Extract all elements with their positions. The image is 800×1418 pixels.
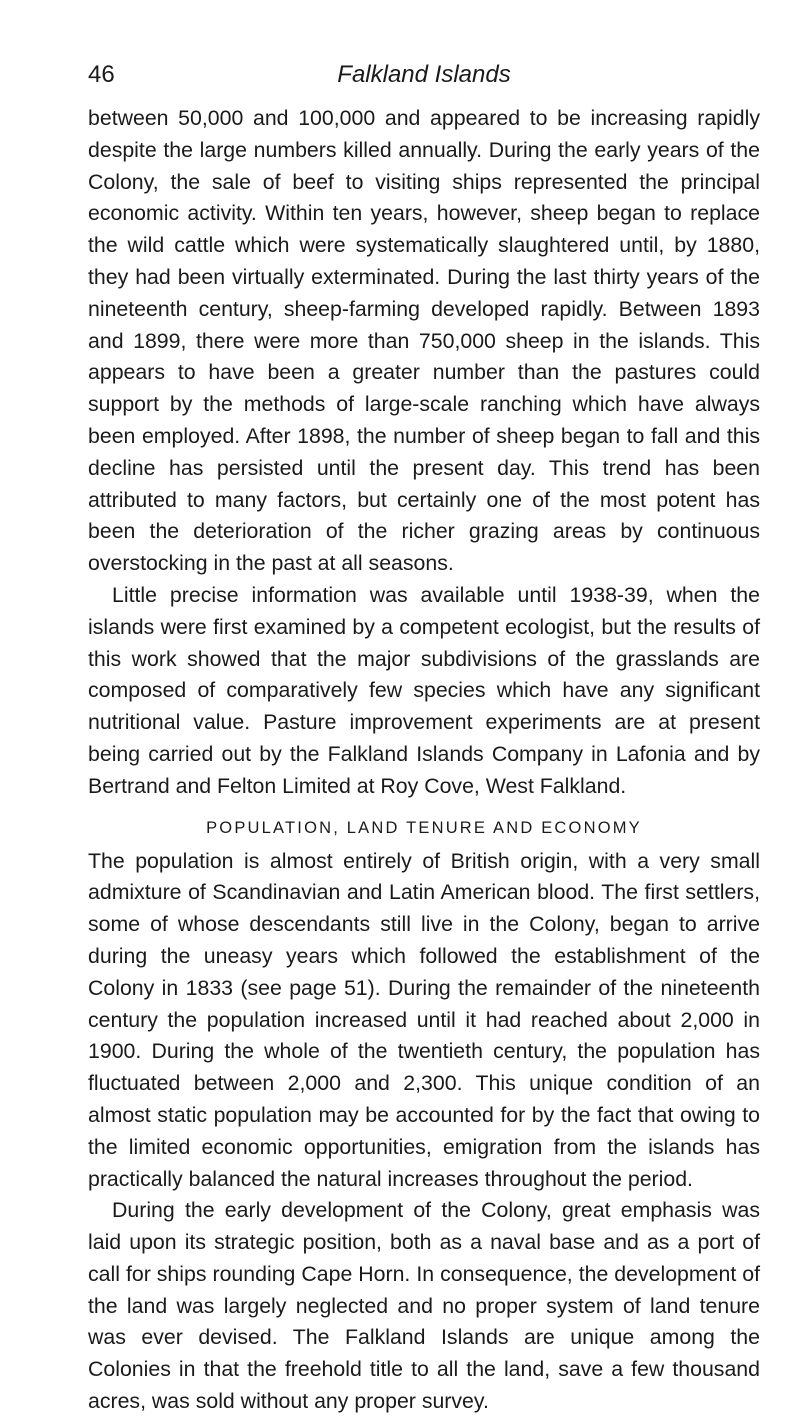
page-number: 46 (88, 61, 115, 88)
paragraph-sheep-farming: between 50,000 and 100,000 and appeared to be increasing rapidly despite the large numbers killed annually. During the early years of the Colony, the sale of beef to visiting ships represented the principal economic activity. Within ten years, however, sheep began to replace the wild cattle which were systematically slaughtered until, by 1880, they had been virtually exterminated. During the last thirty years of the nineteenth century, sheep-farming developed rapidly. Between 1893 and 1899, there were more than 750,000 sheep in the islands. This appears to have been a greater number than the pastures could support by the methods of large-scale ranching which have always been employed. After 1898, the number of sheep began to fall and this decline has persisted until the present day. This trend has been attributed to many factors, but certainly one of the most potent has been the deterioration of the richer grazing areas by continuous overstocking in the past at all seasons. (88, 106, 760, 576)
paragraph-population: The population is almost entirely of British origin, with a very small admixture of Scandinavian and Latin American blood. The first settlers, some of whose descendants still live in the Colony, began to arrive during the uneasy years which followed the establishment of the Colony in 1833 (see page 51). During the remainder of the nineteenth century the population increased until it had reached about 2,000 in 1900. During the whole of the twentieth century, the population has fluctuated between 2,000 and 2,300. This unique condition of an almost static population may be accounted for by the fact that owing to the limited economic opportunities, emigration from the islands has practically balanced the natural increases throughout the period. (88, 848, 760, 1191)
book-page (88, 55, 760, 1418)
running-head (88, 55, 760, 95)
paragraph-land-tenure: During the early development of the Colony, great emphasis was laid upon its strategic position, both as a naval base and as a port of call for ships rounding Cape Horn. In consequence, the development of the land was largely neglected and no proper system of land tenure was ever devised. The Falkland Islands are unique among the Colonies in that the freehold title to all the land, save a few thousand acres, was sold without any proper survey. (88, 1198, 760, 1414)
paragraph-pasture-research: Little precise information was available until 1938-39, when the islands were first examined by a competent ecologist, but the results of this work showed that the major subdivisions of the grasslands are composed of comparatively few species which have any significant nutritional value. Pasture improvement experiments are at present being carried out by the Falkland Islands Company in Lafonia and by Bertrand and Felton Limited at Roy Cove, West Falkland. (88, 582, 760, 798)
body-text (88, 103, 760, 1418)
section-heading: POPULATION, LAND TENURE AND ECONOMY (206, 818, 642, 837)
running-title: Falkland Islands (337, 61, 511, 88)
